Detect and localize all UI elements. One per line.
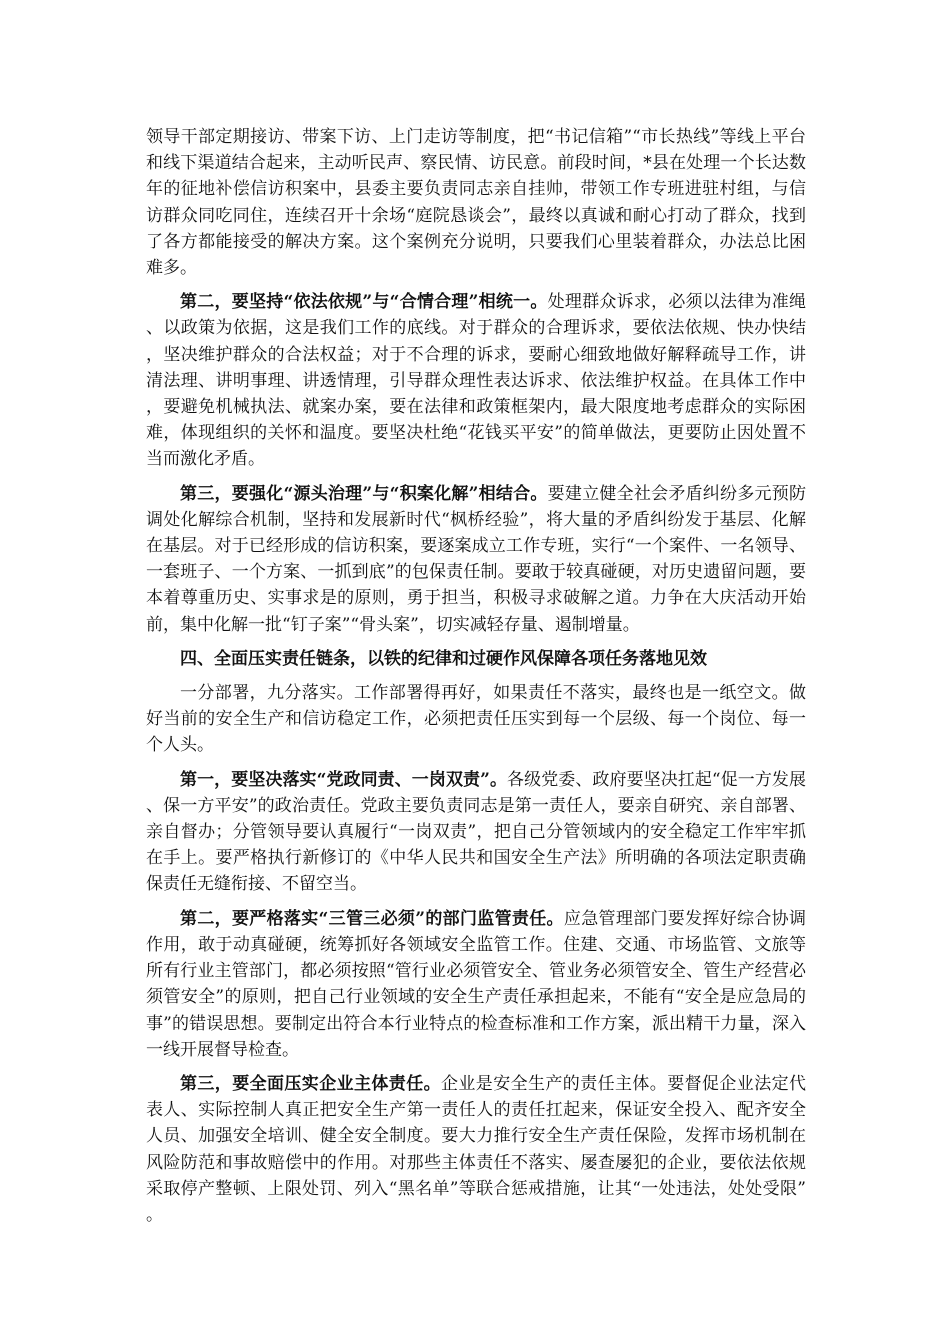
paragraph-lead: 第二，要坚持“依法依规”与“合情合理”相统一。 [180, 292, 548, 313]
section-heading: 四、全面压实责任链条，以铁的纪律和过硬作风保障各项任务落地见效 [180, 648, 707, 669]
document-body [146, 124, 806, 1236]
paragraph-second-principle [146, 289, 806, 472]
paragraph-text: 领导干部定期接访、带案下访、上门走访等制度，把“书记信箱”“市长热线”等线上平台和线下渠道结合起来，主动听民声、察民情、访民意。前段时间，*县在处理一个长达数年的征地补偿信访积案中，县委主要负责同志亲自挂帅，带领工作专班进驻村组，与信访群众同吃同住，连续召开十余场“庭院恳谈会”，最终以真诚和耐心打动了群众，找到了各方都能接受的解决方案。这个案例充分说明，只要我们心里装着群众，办法总比困难多。 [146, 127, 806, 279]
paragraph-text: 处理群众诉求，必须以法律为准绳、以政策为依据，这是我们工作的底线。对于群众的合理诉求，要依法依规、快办快结，坚决维护群众的合法权益；对于不合理的诉求，要耐心细致地做好解释疏导工作，讲清法理、讲明事理、讲透情理，引导群众理性表达诉求、依法维护权益。在具体工作中，要避免机械执法、就案办案，要在法律和政策框架内，最大限度地考虑群众的实际困难，体现组织的关怀和温度。要坚决杜绝“花钱买平安”的简单做法，更要防止因处置不当而激化矛盾。 [146, 292, 806, 470]
paragraph-third-principle [146, 481, 806, 638]
paragraph-party-responsibility [146, 767, 806, 898]
paragraph-text: 企业是安全生产的责任主体。要督促企业法定代表人、实际控制人真正把安全生产第一责任人的责任扛起来，保证安全投入、配齐安全人员、加强安全培训、健全安全制度。要大力推行安全生产责任保险，发挥市场机制在风险防范和事故赔偿中的作用。对那些主体责任不落实、屡查屡犯的企业，要依法依规采取停产整顿、上限处罚、列入“黑名单”等联合惩戒措施，让其“一处违法，处处受限”。 [146, 1073, 806, 1225]
paragraph-lead: 第二，要严格落实“三管三必须”的部门监管责任。 [180, 908, 564, 929]
paragraph-department-responsibility [146, 906, 806, 1063]
paragraph-continuation [146, 124, 806, 281]
paragraph-lead: 第三，要全面压实企业主体责任。 [180, 1073, 441, 1094]
paragraph-lead: 第一，要坚决落实“党政同责、一岗双责”。 [180, 769, 508, 790]
paragraph-lead: 第三，要强化“源头治理”与“积案化解”相结合。 [180, 483, 548, 504]
paragraph-enterprise-responsibility [146, 1071, 806, 1228]
paragraph-text: 要建立健全社会矛盾纠纷多元预防调处化解综合机制，坚持和发展新时代“枫桥经验”，将大量的矛盾纠纷发于基层、化解在基层。对于已经形成的信访积案，要逐案成立工作专班，实行“一个案件、一名领导、一套班子、一个方案、一抓到底”的包保责任制。要敢于较真碰硬，对历史遗留问题，要本着尊重历史、实事求是的原则，勇于担当，积极寻求破解之道。力争在大庆活动开始前，集中化解一批“钉子案”“骨头案”，切实减轻存量、遏制增量。 [146, 483, 806, 635]
paragraph-text: 应急管理部门要发挥好综合协调作用，敢于动真碰硬，统筹抓好各领域安全监管工作。住建、交通、市场监管、文旅等所有行业主管部门，都必须按照“管行业必须管安全、管业务必须管安全、管生产经营必须管安全”的原则，把自己行业领域的安全生产责任承担起来，不能有“安全是应急局的事”的错误思想。要制定出符合本行业特点的检查标准和工作方案，派出精干力量，深入一线开展督导检查。 [146, 908, 807, 1060]
paragraph-text: 各级党委、政府要坚决扛起“促一方发展、保一方平安”的政治责任。党政主要负责同志是第一责任人，要亲自研究、亲自部署、亲自督办；分管领导要认真履行“一岗双责”，把自己分管领域内的安全稳定工作牢牢抓在手上。要严格执行新修订的《中华人民共和国安全生产法》所明确的各项法定职责确保责任无缝衔接、不留空当。 [146, 769, 806, 895]
paragraph-text: 一分部署，九分落实。工作部署得再好，如果责任不落实，最终也是一纸空文。做好当前的安全生产和信访稳定工作，必须把责任压实到每一个层级、每一个岗位、每一个人头。 [146, 683, 806, 756]
paragraph-intro [146, 680, 806, 759]
